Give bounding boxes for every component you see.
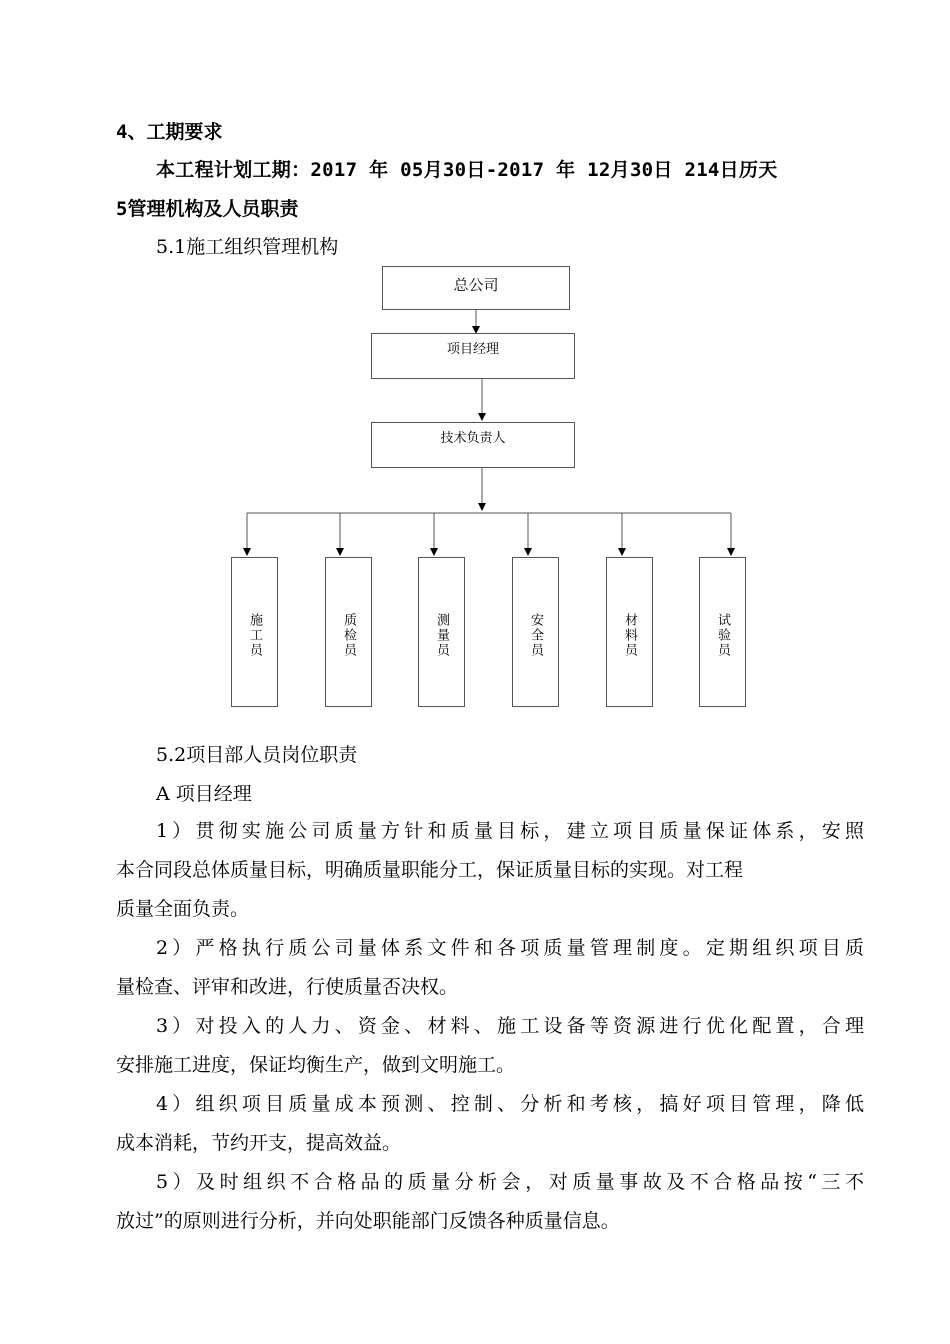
subsection-5-1: 5.1施工组织管理机构 [156, 236, 339, 258]
org-node-technical-lead: 技术负责人 [371, 422, 575, 468]
org-node-construction-staff: 施工员 [231, 557, 278, 707]
duty-item-4-rest: 成本消耗，节约开支，提高效益。 [116, 1132, 402, 1154]
role-a-title: A 项目经理 [156, 783, 252, 805]
duty-item-4 [116, 1085, 864, 1163]
subsection-5-2: 5.2项目部人员岗位职责 [156, 744, 358, 766]
duty-item-5-rest: 放过”的原则进行分析，并向处职能部门反馈各种质量信息。 [116, 1210, 620, 1232]
duty-item-4-line1: 4）组织项目质量成本预测、控制、分析和考核，搞好项目管理，降低 [156, 1093, 864, 1115]
org-node-materials-officer: 材料员 [606, 557, 653, 707]
org-node-safety-officer: 安全员 [512, 557, 559, 707]
org-node-project-manager: 项目经理 [371, 333, 575, 379]
duty-item-2-line1: 2）严格执行质公司量体系文件和各项质量管理制度。定期组织项目质 [156, 937, 864, 959]
duty-item-3 [116, 1007, 864, 1085]
org-node-surveyor: 测量员 [418, 557, 465, 707]
duty-item-5-line1: 5）及时组织不合格品的质量分析会，对质量事故及不合格品按“三不 [156, 1171, 864, 1193]
section-5-heading: 5管理机构及人员职责 [116, 198, 299, 220]
org-node-head-office: 总公司 [382, 266, 570, 310]
duty-item-1 [116, 812, 864, 929]
duty-item-2-rest: 量检查、评审和改进，行使质量否决权。 [116, 976, 459, 998]
org-node-quality-inspector: 质检员 [325, 557, 372, 707]
schedule-line: 本工程计划工期：2017 年 05月30日-2017 年 12月30日 214日历天 [156, 159, 778, 181]
duty-item-3-line1: 3）对投入的人力、资金、材料、施工设备等资源进行优化配置，合理 [156, 1015, 864, 1037]
org-node-test-technician: 试验员 [699, 557, 746, 707]
duty-item-3-rest: 安排施工进度，保证均衡生产，做到文明施工。 [116, 1054, 516, 1076]
section-4-heading: 4、工期要求 [116, 121, 223, 143]
duty-item-5 [116, 1163, 864, 1241]
duty-item-1-rest: 本合同段总体质量目标，明确质量职能分工，保证质量目标的实现。对工程 质量全面负责。 [116, 859, 744, 920]
duty-item-2 [116, 929, 864, 1007]
duty-item-1-line1: 1）贯彻实施公司质量方针和质量目标，建立项目质量保证体系，安照 [156, 820, 864, 842]
